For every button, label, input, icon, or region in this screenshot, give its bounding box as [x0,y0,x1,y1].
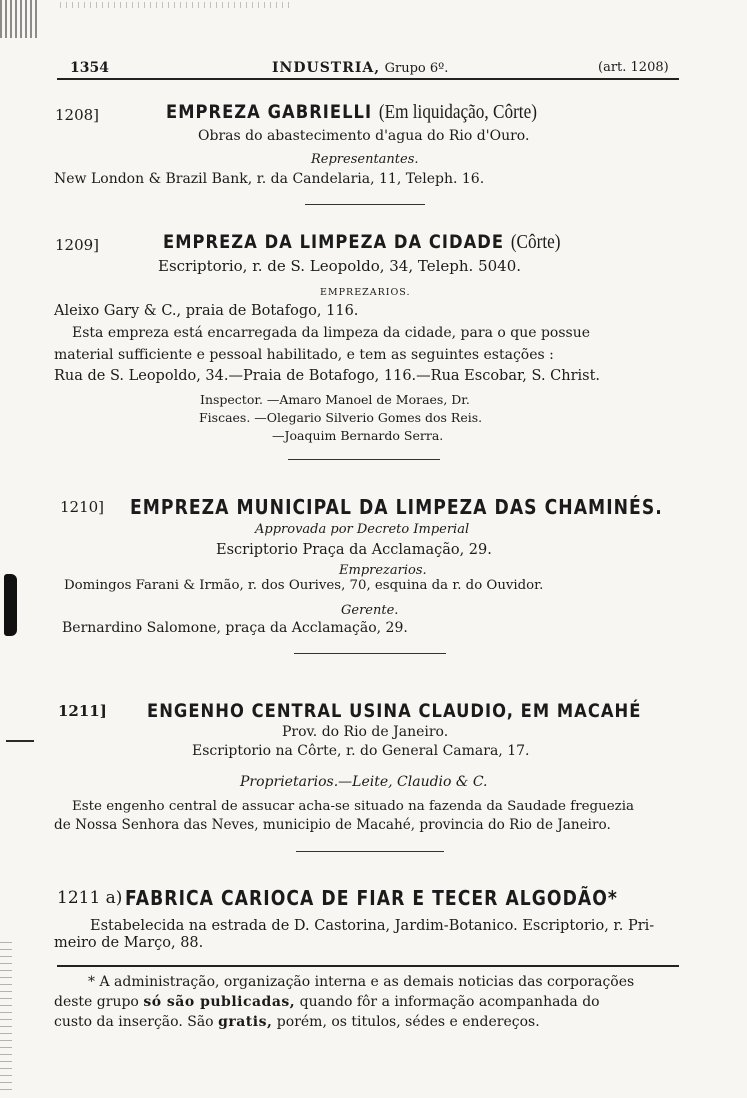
entry-title [130,495,663,519]
entry-office: Escriptorio Praça da Acclamação, 29. [216,542,492,558]
separator [296,851,444,852]
footnote-rule [57,965,679,967]
entry-body-line: de Nossa Senhora das Neves, municipio de Macahé, provincia do Rio de Janeiro. [54,817,611,833]
entry-title [163,231,561,254]
entry-description: Obras do abastecimento d'agua do Rio d'Ouro. [198,128,530,144]
running-title [272,60,448,76]
separator [294,653,446,654]
entry-body-line: Estabelecida na estrada de D. Castorina, Jardim-Botanico. Escriptorio, r. Pri- [90,918,655,934]
footnote-line [54,994,600,1010]
footnote-text: porém, os titulos, sédes e endereços. [276,1014,540,1030]
entry-body-line: Esta empreza está encarregada da limpeza da cidade, para o que possue [72,325,591,341]
entry-title [147,700,641,722]
entry-name: EMPREZA MUNICIPAL DA LIMPEZA DAS CHAMINÉS. [130,495,663,519]
footnote-line [54,1014,540,1030]
scan-noise-top-left [0,0,40,38]
page-number: 1354 [70,60,109,76]
entry-approval: Approvada por Decreto Imperial [255,522,470,537]
footnote-text: quando fôr a informação acompanhada do [299,994,600,1010]
section-heading: Emprezarios. [339,563,427,578]
entry-contractor: Domingos Farani & Irmão, r. dos Ourives, 70, esquina da r. do Ouvidor. [64,578,544,593]
scan-noise-top [60,2,290,8]
footnote-line: * A administração, organização interna e as demais noticias das corporações [88,974,635,990]
footnote-text: deste grupo [54,994,139,1010]
entry-fiscal: Fiscaes. —Olegario Silverio Gomes dos Reis. [199,410,483,425]
header-rule [57,78,679,80]
entry-fiscal: —Joaquim Bernardo Serra. [272,428,444,443]
entry-owners: Proprietarios.—Leite, Claudio & C. [240,774,488,790]
entry-number: 1209] [55,236,100,254]
entry-title [166,101,537,124]
entry-location: (Em liquidação, Côrte) [378,101,537,123]
footnote-emphasis: só são publicadas, [143,994,296,1010]
section-heading: Representantes. [311,152,419,167]
entry-office: Escriptorio, r. de S. Leopoldo, 34, Teleph. 5040. [158,257,522,275]
section-heading: EMPREZARIOS. [320,287,411,298]
section-heading: Gerente. [341,603,399,618]
entry-body-line: meiro de Março, 88. [54,935,204,951]
scan-noise-left [6,740,34,742]
scan-noise-left-bottom [0,940,12,1090]
entry-name: FABRICA CARIOCA DE FIAR E TECER ALGODÃO* [125,886,618,910]
entry-name: EMPREZA DA LIMPEZA DA CIDADE [163,231,505,253]
separator [288,459,440,460]
entry-body-line: Este engenho central de assucar acha-se situado na fazenda da Saudade freguezia [72,799,634,814]
entry-body-line: Rua de S. Leopoldo, 34.—Praia de Botafogo, 116.—Rua Escobar, S. Christ. [54,368,601,384]
entry-body-line: material sufficiente e pessoal habilitado, e tem as seguintes estações : [54,347,554,363]
entry-manager: Bernardino Salomone, praça da Acclamação, 29. [62,620,408,636]
separator [305,204,425,205]
entry-name: ENGENHO CENTRAL USINA CLAUDIO, EM MACAHÉ [147,700,642,722]
entry-number: 1210] [60,498,105,516]
entry-number: 1211] [58,702,107,720]
running-title-bold: INDUSTRIA, [272,60,381,76]
entry-name: EMPREZA GABRIELLI [166,101,373,123]
footnote-emphasis: gratis, [218,1014,273,1030]
entry-inspector: Inspector. —Amaro Manoel de Moraes, Dr. [200,392,470,407]
entry-number: 1208] [55,106,100,124]
entry-title [125,886,618,910]
entry-number: 1211 a) [57,888,123,908]
entry-office: Escriptorio na Côrte, r. do General Camara, 17. [192,743,530,759]
binding-mark [4,574,17,636]
entry-address: New London & Brazil Bank, r. da Candelaria, 11, Teleph. 16. [54,171,485,187]
entry-province: Prov. do Rio de Janeiro. [282,724,449,740]
footnote-text: custo da inserção. São [54,1014,214,1030]
entry-contractor: Aleixo Gary & C., praia de Botafogo, 116. [54,303,359,319]
running-title-group: Grupo 6º. [384,61,449,76]
entry-location: (Côrte) [510,231,561,253]
article-reference: (art. 1208) [598,60,669,75]
